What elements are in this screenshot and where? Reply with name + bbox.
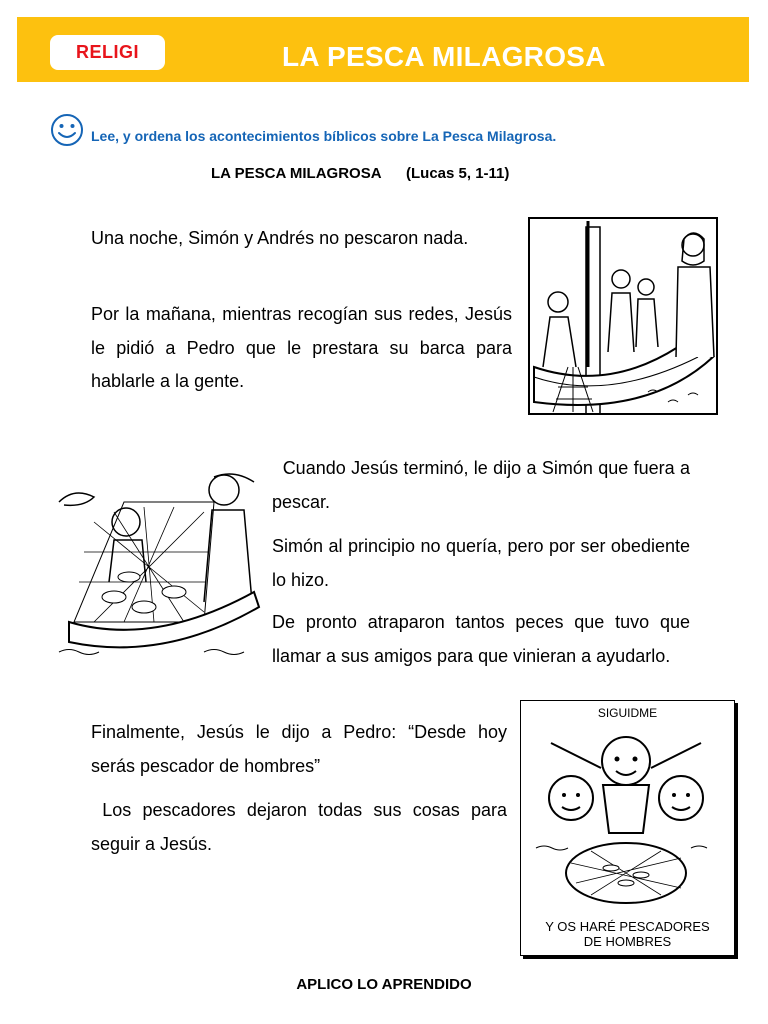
paragraph-5: De pronto atraparon tantos peces que tuvo que llamar a sus amigos para que vinieran a ayudarlo. (272, 612, 690, 666)
instruction-text: Lee, y ordena los acontecimientos bíblicos sobre La Pesca Milagrosa. (91, 128, 557, 144)
paragraph-5a (272, 606, 690, 673)
header-banner (17, 17, 749, 82)
paragraph-6: Finalmente, Jesús le dijo a Pedro: “Desde hoy serás pescador de hombres” (91, 722, 507, 776)
smiley-icon (50, 113, 84, 147)
jesus-and-fishermen-illustration (531, 723, 724, 913)
page-title: LA PESCA MILAGROSA (282, 41, 606, 72)
fishermen-net-illustration (54, 462, 266, 662)
follow-me-top-caption: SIGUIDME (597, 706, 658, 720)
boat-with-jesus-illustration (528, 217, 718, 415)
follow-me-bottom-caption (521, 919, 734, 949)
paragraph-2: Por la mañana, mientras recogían sus redes, Jesús le pidió a Pedro que le prestara su barca para hablarle a la gente. (91, 304, 512, 391)
caption-line-2: DE HOMBRES (583, 934, 672, 949)
paragraph-3: Cuando Jesús terminó, le dijo a Simón que fuera a pescar. (272, 458, 695, 512)
reading-title: LA PESCA MILAGROSA (Lucas 5, 1-11) (211, 165, 510, 182)
subject-badge: RELIGI (50, 35, 165, 70)
caption-line-1: Y OS HARÉ PESCADORES (545, 919, 710, 934)
section-title-aplico: APLICO LO APRENDIDO (296, 976, 472, 993)
paragraph-7: Los pescadores dejaron todas sus cosas para seguir a Jesús. (91, 800, 513, 854)
paragraph-4: Simón al principio no quería, pero por ser obediente lo hizo. (272, 536, 690, 590)
paragraph-1: Una noche, Simón y Andrés no pescaron nada. (91, 228, 469, 248)
follow-me-card (520, 700, 735, 956)
